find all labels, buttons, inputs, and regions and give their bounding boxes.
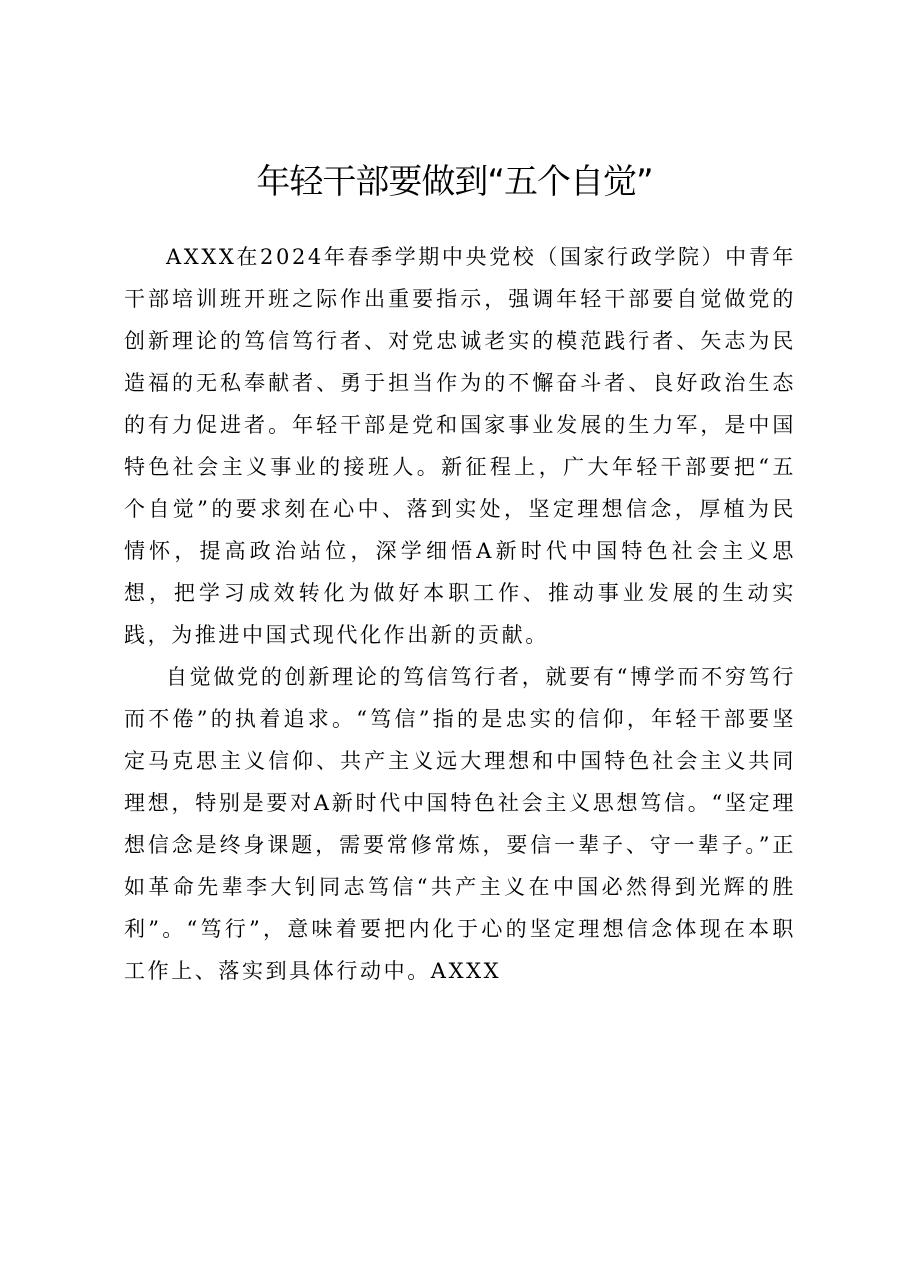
paragraph-2: 自觉做党的创新理论的笃信笃行者，就要有“博学而不穷笃行而不倦”的执着追求。“笃信”指的是忠实的信仰，年轻干部要坚定马克思主义信仰、共产主义远大理想和中国特色社会主义共同理想，特别是要对A新时代中国特色社会主义思想笃信。“坚定理想信念是终身课题，需要常修常炼，要信一辈子、守一辈子。”正如革命先辈李大钊同志笃信“共产主义在中国必然得到光辉的胜利”。“笃行”，意味着要把内化于心的坚定理想信念体现在本职工作上、落实到具体行动中。AXXX [124,665,796,983]
document-body [124,236,796,992]
document-title: 年轻干部要做到“五个自觉” [256,162,653,202]
paragraph-1: AXXX在2024年春季学期中央党校（国家行政学院）中青年干部培训班开班之际作出重要指示，强调年轻干部要自觉做党的创新理论的笃信笃行者、对党忠诚老实的模范践行者、矢志为民造福的无私奉献者、勇于担当作为的不懈奋斗者、良好政治生态的有力促进者。年轻干部是党和国家事业发展的生力军，是中国特色社会主义事业的接班人。新征程上，广大年轻干部要把“五个自觉”的要求刻在心中、落到实处，坚定理想信念，厚植为民情怀，提高政治站位，深学细悟A新时代中国特色社会主义思想，把学习成效转化为做好本职工作、推动事业发展的生动实践，为推进中国式现代化作出新的贡献。 [124,245,796,647]
